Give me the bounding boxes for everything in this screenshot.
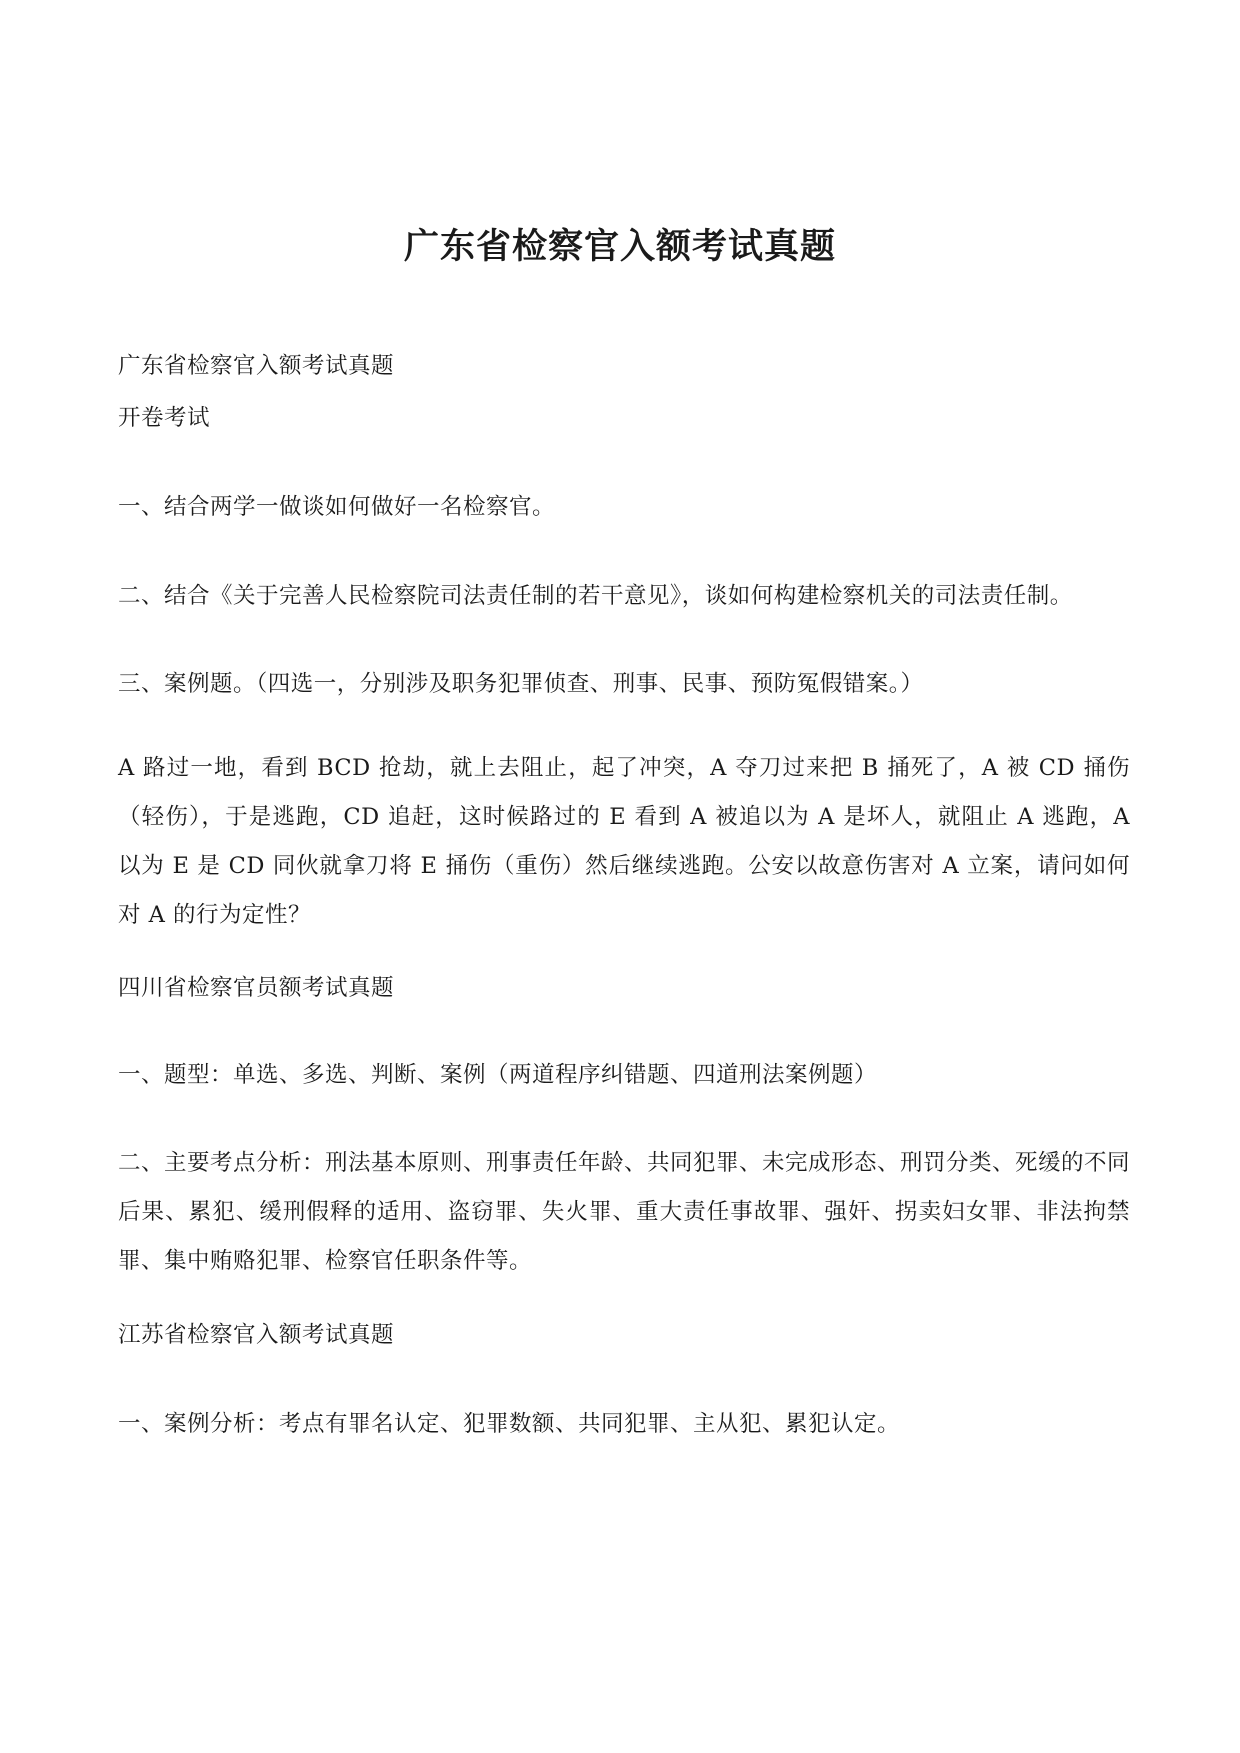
paragraph-open-book-exam: 开卷考试 <box>118 405 211 431</box>
paragraph-question-types: 一、题型：单选、多选、判断、案例（两道程序纠错题、四道刑法案例题） <box>118 1062 878 1088</box>
document-title: 广东省检察官入额考试真题 <box>403 226 836 267</box>
paragraph-section-heading-jiangsu: 江苏省检察官入额考试真题 <box>118 1322 395 1348</box>
paragraph-key-points: 二、主要考点分析：刑法基本原则、刑事责任年龄、共同犯罪、未完成形态、刑罚分类、死缓的不同后果、累犯、缓刑假释的适用、盗窃罪、失火罪、重大责任事故罪、强奸、拐卖妇女罪、非法拘禁罪、集中贿赂犯罪、检察官任职条件等。 <box>118 1150 1131 1274</box>
paragraph-question-2: 二、结合《关于完善人民检察院司法责任制的若干意见》，谈如何构建检察机关的司法责任制。 <box>118 583 1073 609</box>
paragraph-question-1: 一、结合两学一做谈如何做好一名检察官。 <box>118 494 556 520</box>
paragraph-section-heading-sichuan: 四川省检察官员额考试真题 <box>118 975 395 1001</box>
paragraph-case-description: A 路过一地，看到 BCD 抢劫，就上去阻止，起了冲突，A 夺刀过来把 B 捅死了，A 被 CD 捅伤（轻伤），于是逃跑，CD 追赶，这时候路过的 E 看到 A 被追以为 A 是坏人，就阻止 A 逃跑，A 以为 E 是 CD 同伙就拿刀将 E 捅伤（重伤）然后继续逃跑。公安以故意伤害对 A 立案，请问如何对 A 的行为定性？ <box>118 755 1130 928</box>
paragraph-section-heading-guangdong: 广东省检察官入额考试真题 <box>118 353 395 379</box>
paragraph-question-3: 三、案例题。（四选一，分别涉及职务犯罪侦查、刑事、民事、预防冤假错案。） <box>118 671 924 697</box>
paragraph-case-analysis: 一、案例分析：考点有罪名认定、犯罪数额、共同犯罪、主从犯、累犯认定。 <box>118 1411 901 1437</box>
